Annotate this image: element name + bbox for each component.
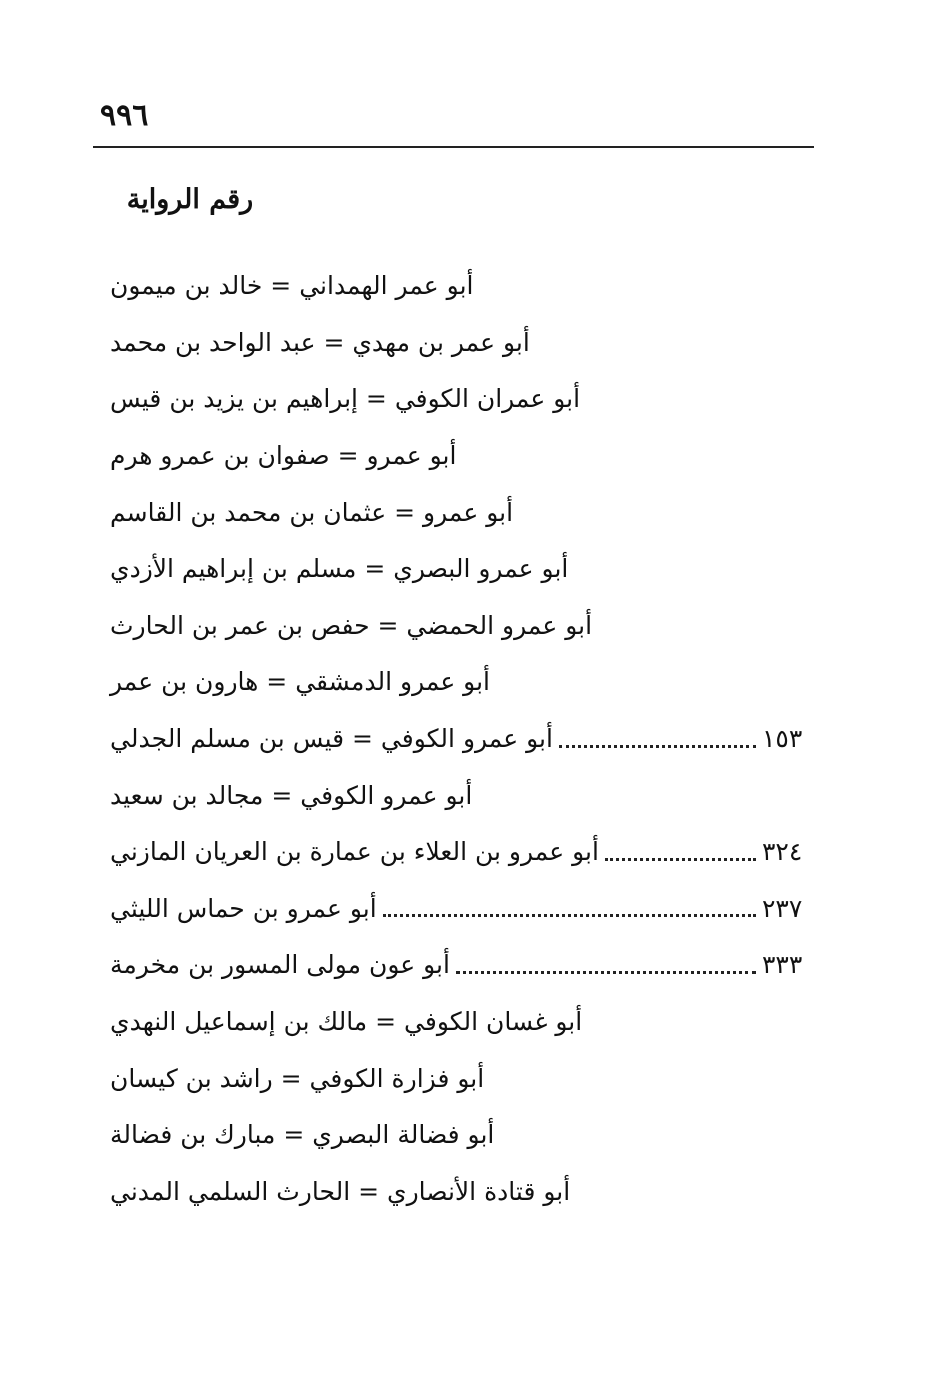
index-entry [110, 541, 814, 598]
index-entry [110, 258, 814, 315]
index-entry [110, 937, 814, 994]
dot-leader [383, 889, 756, 929]
entry-name: أبو عمرو بن حماس الليثي [110, 893, 377, 923]
entry-name: أبو عمرو الكوفي = مجالد بن سعيد [110, 780, 473, 810]
entry-name: أبو فزارة الكوفي = راشد بن كيسان [110, 1063, 485, 1093]
index-entry [110, 711, 814, 768]
index-entry [110, 654, 814, 711]
entry-name: أبو فضالة البصري = مبارك بن فضالة [110, 1120, 495, 1150]
entry-name: أبو عمرو الحمضي = حفص بن عمر بن الحارث [110, 610, 593, 640]
entry-name: أبو عمرو الكوفي = قيس بن مسلم الجدلي [110, 724, 553, 754]
index-entry [110, 371, 814, 428]
entry-page-number: ١٥٣ [762, 724, 803, 754]
index-entry [110, 1107, 814, 1164]
entry-name: أبو قتادة الأنصاري = الحارث السلمي المدني [110, 1176, 571, 1206]
entry-page-number: ٣٣٣ [762, 950, 803, 980]
index-entry [110, 598, 814, 655]
index-entry [110, 315, 814, 372]
entry-name: أبو عمرو = صفوان بن عمرو هرم [110, 441, 457, 471]
entry-page-number: ٣٢٤ [762, 837, 803, 867]
entry-name: أبو عمر بن مهدي = عبد الواحد بن محمد [110, 327, 530, 357]
index-entry [110, 767, 814, 824]
index-entry [110, 1050, 814, 1107]
entry-name: أبو عمرو الدمشقي = هارون بن عمر [110, 667, 491, 697]
dot-leader [605, 832, 756, 872]
entry-page-number: ٢٣٧ [762, 893, 803, 923]
index-entry [110, 994, 814, 1051]
header-rule [93, 146, 814, 148]
entry-name: أبو عون مولى المسور بن مخرمة [110, 950, 450, 980]
page-number: ٩٩٦ [100, 98, 149, 133]
entry-name: أبو عمر الهمداني = خالد بن ميمون [110, 271, 474, 301]
index-entries [110, 258, 814, 1220]
dot-leader [456, 945, 756, 985]
entry-name: أبو عمران الكوفي = إبراهيم بن يزيد بن قيس [110, 384, 581, 414]
index-entry [110, 824, 814, 881]
dot-leader [559, 719, 756, 759]
entry-name: أبو عمرو بن العلاء بن عمارة بن العريان المازني [110, 837, 599, 867]
index-entry [110, 484, 814, 541]
entry-name: أبو غسان الكوفي = مالك بن إسماعيل النهدي [110, 1007, 583, 1037]
index-entry [110, 1164, 814, 1221]
column-heading: رقم الرواية [126, 184, 254, 215]
entry-name: أبو عمرو = عثمان بن محمد بن القاسم [110, 497, 514, 527]
index-entry [110, 881, 814, 938]
entry-name: أبو عمرو البصري = مسلم بن إبراهيم الأزدي [110, 554, 569, 584]
index-entry [110, 428, 814, 485]
